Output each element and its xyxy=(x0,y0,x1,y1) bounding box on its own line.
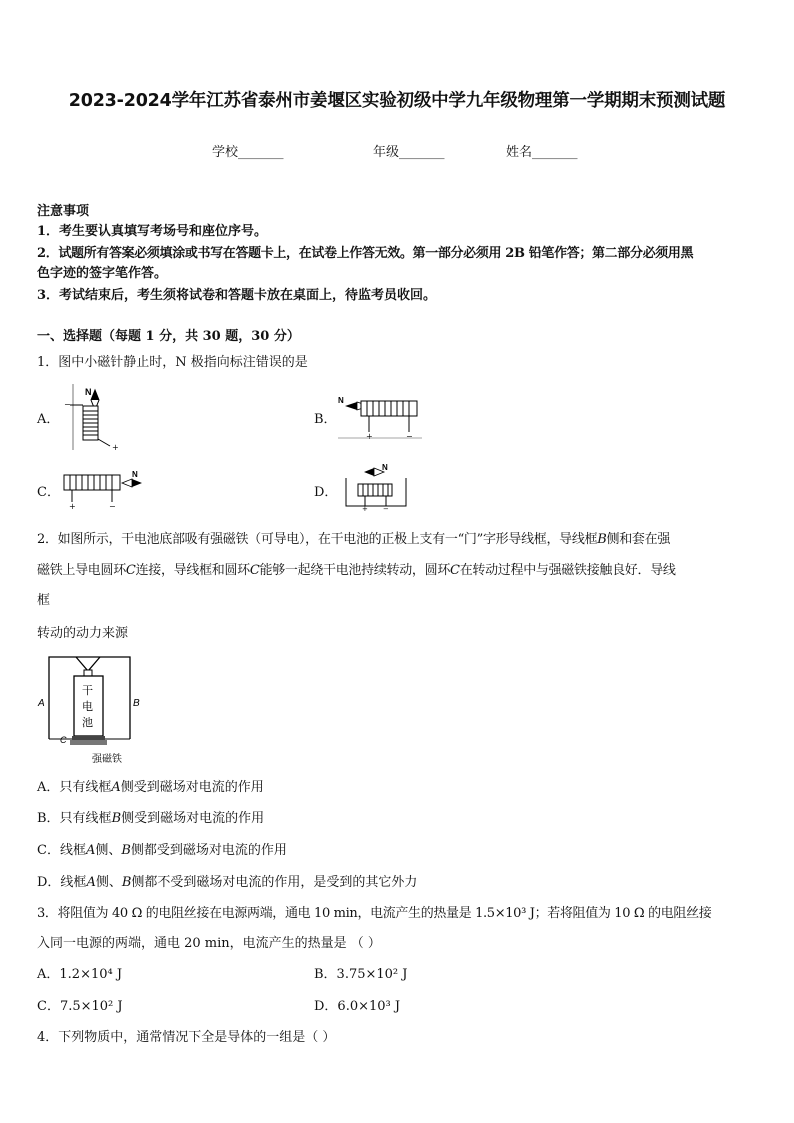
q2-option-a: A．只有线框A侧受到磁场对电流的作用 xyxy=(37,780,264,795)
q2-option-b: B．只有线框B侧受到磁场对电流的作用 xyxy=(37,811,265,826)
q1-option-b-label: B． xyxy=(314,412,337,427)
q3-option-c: C．7.5×10² J xyxy=(37,999,123,1014)
q1d-plus-label: + xyxy=(362,505,368,512)
q1d-n-label: N xyxy=(382,463,388,472)
battery-label-2: 电 xyxy=(82,700,93,713)
name-field: 姓名_______ xyxy=(506,145,578,160)
battery-label-3: 池 xyxy=(82,716,93,729)
q1a-n-label: N xyxy=(85,387,92,397)
grade-field: 年级_______ xyxy=(373,145,445,160)
frame-label-a: A xyxy=(38,698,45,709)
q2-option-d: D．线框A侧、B侧都不受到磁场对电流的作用，是受到的其它外力 xyxy=(37,875,418,890)
q1c-n-label: N xyxy=(132,470,138,479)
note-item-2-cont: 色字迹的签字笔作答。 xyxy=(37,266,168,281)
q2-line-4: 转动的动力来源 xyxy=(37,626,129,641)
q1-figure-a xyxy=(58,384,128,454)
q2-option-c: C．线框A侧、B侧都受到磁场对电流的作用 xyxy=(37,843,287,858)
q2-battery-figure xyxy=(36,651,156,771)
notes-heading: 注意事项 xyxy=(37,204,90,219)
q1-figure-c xyxy=(58,468,148,510)
magnet-label: 强磁铁 xyxy=(92,754,122,765)
q4-stem: 4．下列物质中，通常情况下全是导体的一组是（ ） xyxy=(37,1030,336,1045)
page-title: 2023-2024学年江苏省泰州市姜堰区实验初级中学九年级物理第一学期期末预测试题 xyxy=(68,91,726,111)
q1d-minus-label: − xyxy=(383,505,389,512)
q3-option-b: B．3.75×10² J xyxy=(314,967,408,982)
q1b-plus-label: + xyxy=(366,432,373,441)
q2-line-1: 2．如图所示，干电池底部吸有强磁铁（可导电），在干电池的正极上支有一“门”字形导线框，导线框B侧和套在强 xyxy=(37,532,671,547)
q1a-plus-label: + xyxy=(112,443,119,452)
q3-line-2: 入同一电源的两端，通电 20 min，电流产生的热量是 （ ） xyxy=(37,936,381,951)
note-item-2: 2．试题所有答案必须填涂或书写在答题卡上，在试卷上作答无效。第一部分必须用 2B 铅笔作答；第二部分必须用黑 xyxy=(37,246,694,261)
q1-figure-d xyxy=(336,462,416,512)
frame-label-b: B xyxy=(133,698,140,709)
q1c-minus-label: − xyxy=(109,502,116,510)
q3-option-a: A．1.2×10⁴ J xyxy=(37,967,123,982)
note-item-3: 3．考试结束后，考生须将试卷和答题卡放在桌面上，待监考员收回。 xyxy=(37,288,437,303)
q1-option-c-label: C． xyxy=(37,485,60,500)
q3-line-1: 3．将阻值为 40 Ω 的电阻丝接在电源两端，通电 10 min，电流产生的热量是 1.5×10³ J；若将阻值为 10 Ω 的电阻丝接 xyxy=(37,906,712,921)
battery-label-1: 干 xyxy=(82,684,93,697)
q1-stem: 1．图中小磁针静止时，N 极指向标注错误的是 xyxy=(37,355,308,370)
q1-figure-b xyxy=(335,392,425,444)
ring-label-c: C xyxy=(60,735,67,745)
section-heading: 一、选择题（每题 1 分，共 30 题，30 分） xyxy=(37,329,300,344)
q1-option-a-label: A． xyxy=(37,412,60,427)
note-item-1: 1．考生要认真填写考场号和座位序号。 xyxy=(37,224,268,239)
q1-option-d-label: D． xyxy=(314,485,338,500)
q1b-n-label: N xyxy=(338,396,344,405)
q1b-minus-label: − xyxy=(406,432,413,441)
q1a-minus-label: − xyxy=(64,400,71,409)
q2-line-2: 磁铁上导电圆环C连接，导线框和圆环C能够一起绕干电池持续转动，圆环C在转动过程中与强磁铁接触良好．导线 xyxy=(37,563,676,578)
q2-line-3: 框 xyxy=(37,593,51,608)
q3-option-d: D．6.0×10³ J xyxy=(314,999,401,1014)
school-field: 学校_______ xyxy=(212,145,284,160)
q1c-plus-label: + xyxy=(69,502,76,510)
